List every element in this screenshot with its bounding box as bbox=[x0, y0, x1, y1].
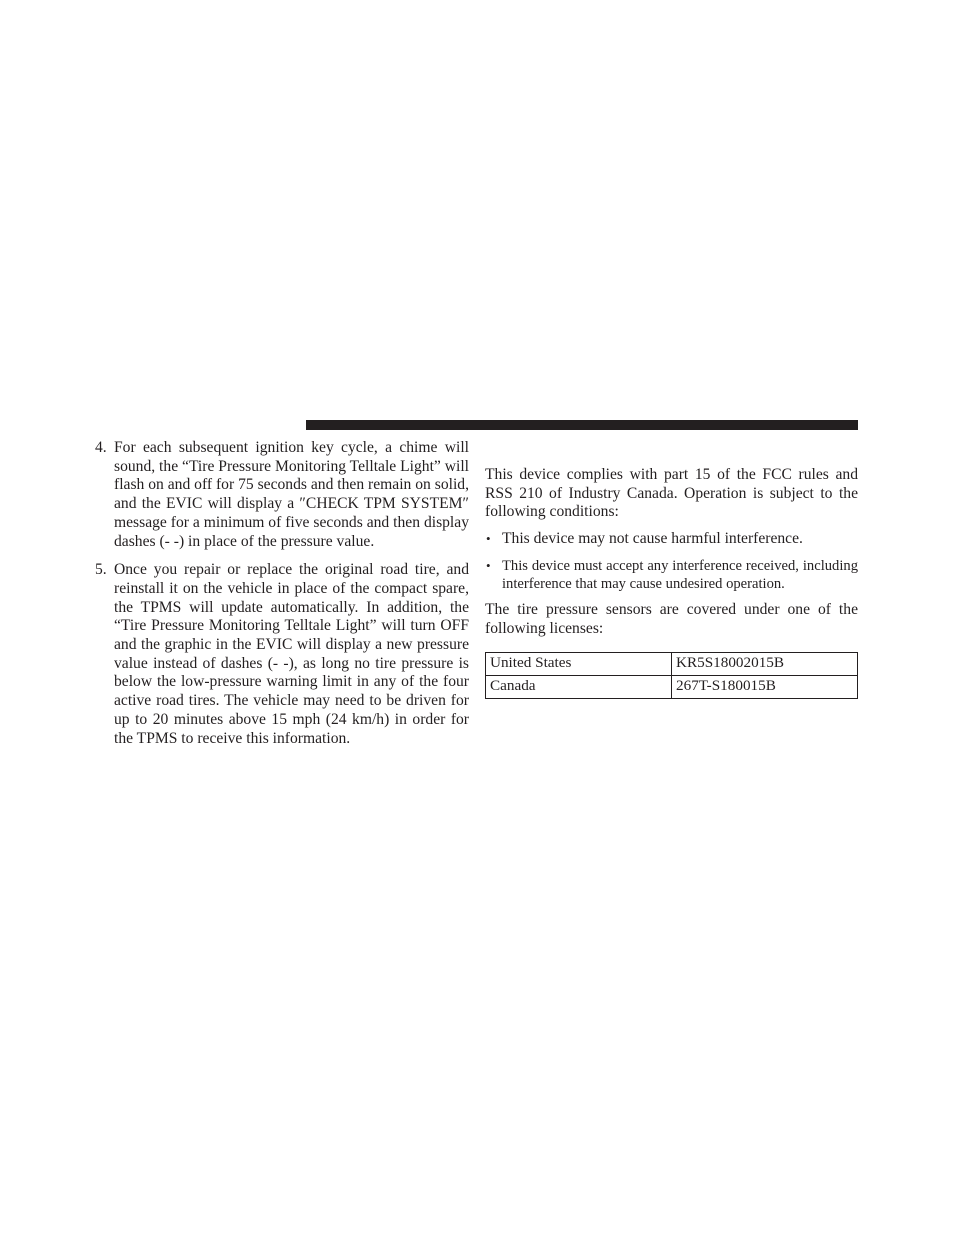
step-4 bbox=[95, 439, 469, 551]
step-text: For each subsequent ignition key cycle, a chime will sound, the “Tire Pressure Monitoring Telltale Light” will flash on and off for 75 seconds and then remain on solid, and the EVIC will display a ″CHECK TPM SYSTEM″ message for a minimum of five seconds and then display dashes (- -) in place of the pressure value. bbox=[114, 439, 469, 550]
condition-text: This device may not cause harmful interference. bbox=[502, 530, 803, 548]
step-number: 4. bbox=[95, 439, 107, 456]
license-table bbox=[485, 652, 858, 699]
condition-item bbox=[485, 557, 858, 593]
procedure-steps bbox=[95, 439, 469, 758]
bullet-icon: • bbox=[486, 557, 491, 573]
country-cell: Canada bbox=[486, 676, 672, 699]
section-header-rule bbox=[306, 420, 858, 430]
table-row bbox=[486, 676, 858, 699]
step-5 bbox=[95, 561, 469, 748]
license-cell: KR5S18002015B bbox=[672, 653, 858, 676]
licenses-intro: The tire pressure sensors are covered under one of the following licenses: bbox=[485, 600, 858, 637]
bullet-icon: • bbox=[486, 531, 491, 547]
conditions-list bbox=[485, 530, 858, 593]
condition-text: This device must accept any interference received, including interference that may cause undesired operation. bbox=[502, 557, 858, 592]
step-number: 5. bbox=[95, 561, 107, 579]
license-cell: 267T-S180015B bbox=[672, 676, 858, 699]
table-row bbox=[486, 653, 858, 676]
step-text: Once you repair or replace the original road tire, and reinstall it on the vehicle in place of the compact spare, the TPMS will update automatically. In addition, the “Tire Pressure Monitoring Telltale Light” will turn OFF and the graphic in the EVIC will display a new pressure value instead of dashes (- -), as long no tire pressure is below the low-pressure warning limit in any of the four active road tires. The vehicle may need to be driven for up to 20 minutes above 15 mph (24 km/h) in order for the TPMS to receive this information. bbox=[114, 561, 469, 747]
compliance-section bbox=[485, 466, 858, 699]
compliance-intro: This device complies with part 15 of the FCC rules and RSS 210 of Industry Canada. Operation is subject to the following conditions: bbox=[485, 466, 858, 521]
condition-item bbox=[485, 530, 858, 549]
country-cell: United States bbox=[486, 653, 672, 676]
